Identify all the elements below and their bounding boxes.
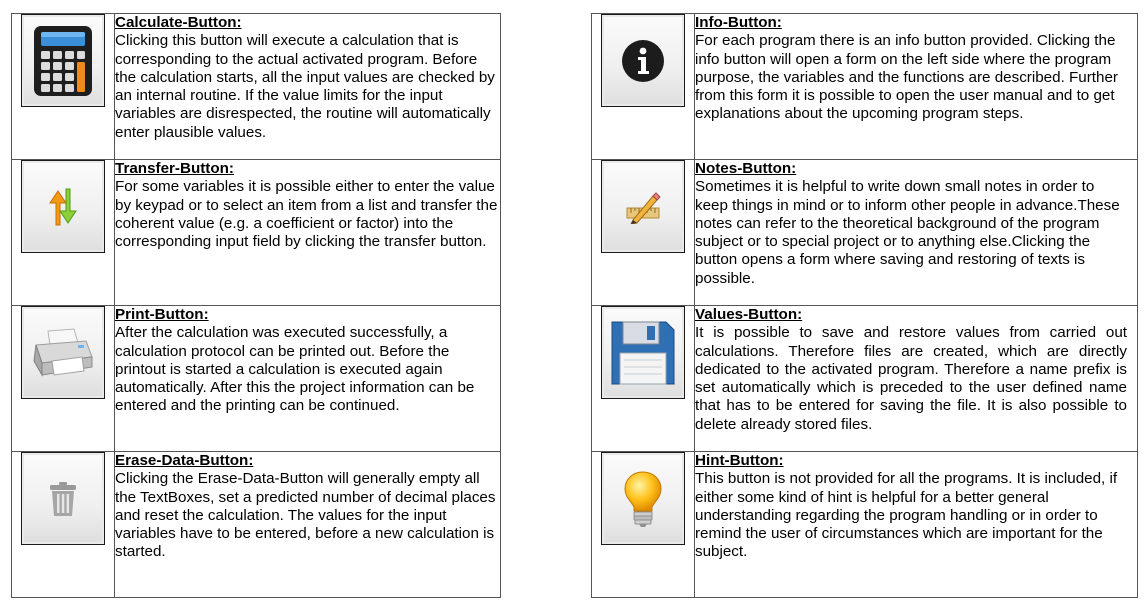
print-button-title: Print-Button: <box>115 306 209 323</box>
calculator-icon <box>31 24 95 98</box>
values-button[interactable] <box>601 306 685 399</box>
transfer-button-title: Transfer-Button: <box>115 160 234 177</box>
pencil-ruler-icon <box>625 190 661 224</box>
erase-data-button-title: Erase-Data-Button: <box>115 452 254 469</box>
notes-button[interactable] <box>601 160 685 253</box>
left-button-table <box>11 13 501 598</box>
transfer-arrows-icon <box>46 187 80 227</box>
print-button-description: After the calculation was executed successfully, a calculation protocol can be printed out. Before the printout is started a calculation is executed again automatically. After this the project information can be entered and the printing can be continued. <box>115 324 475 415</box>
light-bulb-icon <box>623 470 663 528</box>
transfer-button[interactable] <box>21 160 105 253</box>
table-row <box>12 14 501 160</box>
table-row <box>592 14 1138 160</box>
table-row <box>12 160 501 306</box>
info-icon <box>620 38 666 84</box>
values-button-description: It is possible to save and restore values from carried out calculations. Therefore files are created, which are directly dedicated to the activated program. Therefore a name prefix is set automatically which is preceded to the user defined name that has to be entered for saving the file. It is also possible to delete already stored files. <box>695 324 1127 433</box>
table-row <box>592 452 1138 598</box>
printer-icon <box>30 327 96 379</box>
right-button-table <box>591 13 1138 598</box>
erase-data-button-description: Clicking the Erase-Data-Button will generally empty all the TextBoxes, set a predicted number of decimal places and reset the calculation. The values for the input variables have to be entered, before a new calculation is started. <box>115 470 496 561</box>
calculate-button-description: Clicking this button will execute a calculation that is corresponding to the actual activated program. Before the calculation starts, all the input values are checked by an internal routine. If the value limits for the input variables are disrespected, the routine will automatically enter plausible values. <box>115 32 495 141</box>
hint-button-title: Hint-Button: <box>695 452 784 469</box>
table-row <box>592 306 1138 452</box>
transfer-button-description: For some variables it is possible either to enter the value by keypad or to select an item from a list and transfer the coherent value (e.g. a coefficient or factor) into the corresponding input field by clicking the transfer button. <box>115 178 498 251</box>
calculate-button-title: Calculate-Button: <box>115 14 242 31</box>
calculate-button[interactable] <box>21 14 105 107</box>
table-row <box>12 452 501 598</box>
values-button-title: Values-Button: <box>695 306 803 323</box>
trash-icon <box>48 481 78 517</box>
hint-button[interactable] <box>601 452 685 545</box>
info-button-description: For each program there is an info button provided. Clicking the info button will open a form on the left side where the program purpose, the variables and the functions are described. Further from this form it is possible to open the user manual and to get explanations about the upcoming program steps. <box>695 32 1118 123</box>
info-button[interactable] <box>601 14 685 107</box>
hint-button-description: This button is not provided for all the programs. It is included, if either some kind of hint is helpful for a better general understanding regarding the program handling or in order to remind the user of circumstances which are important for the subject. <box>695 470 1118 561</box>
table-row <box>592 160 1138 306</box>
floppy-disk-icon <box>609 319 677 387</box>
print-button[interactable] <box>21 306 105 399</box>
notes-button-description: Sometimes it is helpful to write down small notes in order to keep things in mind or to inform other people in advance.These notes can refer to the theoretical background of the program subject or to special project or to anything else.Clicking the button opens a form where saving and restoring of texts is possible. <box>695 178 1120 287</box>
info-button-title: Info-Button: <box>695 14 782 31</box>
table-row <box>12 306 501 452</box>
erase-data-button[interactable] <box>21 452 105 545</box>
notes-button-title: Notes-Button: <box>695 160 797 177</box>
